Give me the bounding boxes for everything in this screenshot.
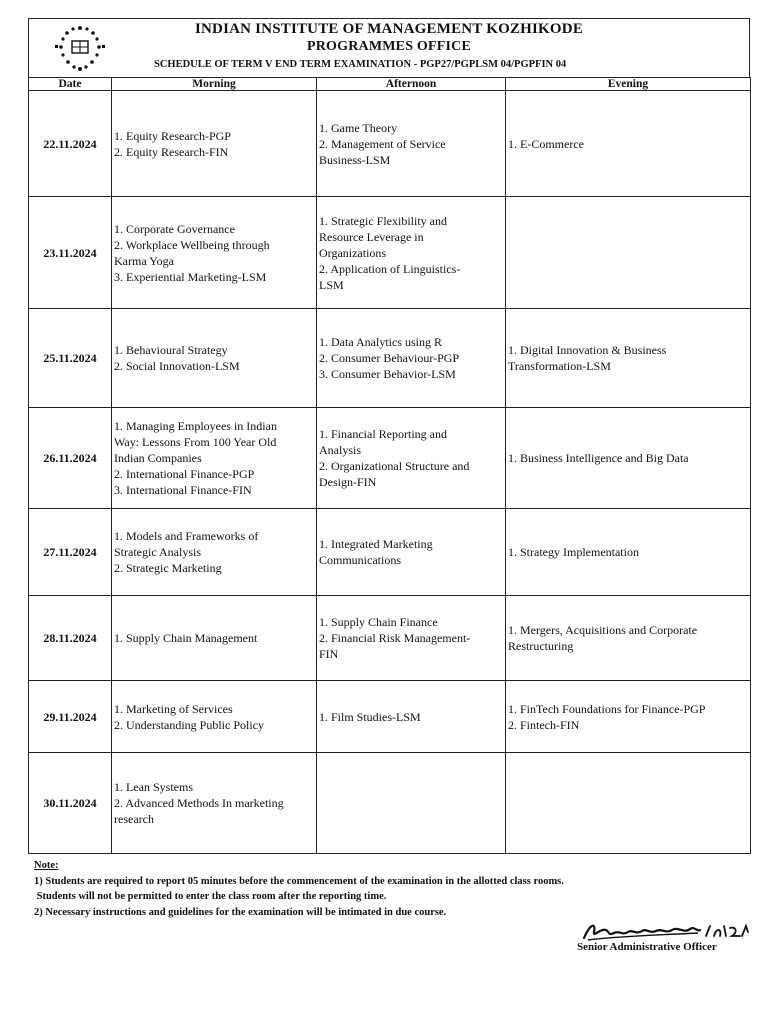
course-line: Analysis [319, 443, 361, 457]
course-line: Indian Companies [114, 451, 202, 465]
afternoon-cell [317, 753, 506, 854]
morning-cell [112, 309, 317, 408]
course-line: 2. Financial Risk Management- [319, 631, 471, 645]
morning-cell [112, 197, 317, 309]
afternoon-cell [317, 681, 506, 753]
course-line: 1. Supply Chain Management [114, 631, 258, 645]
note-section [34, 858, 564, 920]
course-line: 2. Understanding Public Policy [114, 717, 264, 732]
course-line: 1. Financial Reporting and [319, 427, 447, 441]
note-line: 1) Students are required to report 05 minutes before the commencement of the examination in the allotted class rooms. [34, 875, 564, 887]
exam-date: 27.11.2024 [29, 509, 112, 596]
morning-cell [112, 91, 317, 197]
course-line: 1. Business Intelligence and Big Data [508, 451, 689, 465]
course-line: 1. Behavioural Strategy [114, 343, 228, 357]
column-header-date: Date [29, 78, 112, 91]
course-line: LSM [319, 277, 344, 292]
course-line: 2. Organizational Structure and [319, 459, 470, 473]
course-line: Design-FIN [319, 475, 377, 489]
officer-designation: Senior Administrative Officer [577, 941, 717, 953]
course-line: 2. Workplace Wellbeing through [114, 237, 270, 252]
table-row [29, 681, 751, 753]
evening-cell [506, 509, 751, 596]
course-line: 1. Equity Research-PGP [114, 128, 231, 143]
course-line: 1. Game Theory [319, 120, 398, 135]
exam-schedule-table [28, 77, 751, 854]
morning-cell [112, 681, 317, 753]
course-line: 3. Experiential Marketing-LSM [114, 269, 267, 284]
course-line: Restructuring [508, 639, 574, 653]
evening-cell [506, 681, 751, 753]
note-line: 2) Necessary instructions and guidelines for the examination will be intimated in due course. [34, 906, 447, 918]
course-line: Communications [319, 553, 401, 567]
course-line: Transformation-LSM [508, 359, 611, 373]
course-line: 2. Fintech-FIN [508, 717, 580, 732]
afternoon-cell [317, 309, 506, 408]
afternoon-cell [317, 596, 506, 681]
table-row [29, 596, 751, 681]
table-body [29, 91, 751, 854]
exam-date: 30.11.2024 [29, 753, 112, 854]
course-line: 1. Integrated Marketing [319, 537, 433, 551]
course-line: FIN [319, 647, 339, 661]
morning-cell [112, 753, 317, 854]
table-header-row [29, 78, 751, 91]
evening-cell [506, 753, 751, 854]
morning-cell [112, 509, 317, 596]
course-line: 2. Social Innovation-LSM [114, 359, 240, 373]
schedule-title: SCHEDULE OF TERM V END TERM EXAMINATION - PGP27/PGPLSM 04/PGPFIN 04 [154, 59, 567, 70]
column-header-morning: Morning [112, 78, 317, 91]
course-line: 1. FinTech Foundations for Finance-PGP [508, 701, 706, 716]
exam-date: 29.11.2024 [29, 681, 112, 753]
schedule-sheet [28, 18, 750, 854]
course-line: 1. E-Commerce [508, 136, 584, 151]
note-title: Note: [34, 860, 59, 871]
institute-name: INDIAN INSTITUTE OF MANAGEMENT KOZHIKODE [194, 21, 584, 37]
afternoon-cell [317, 91, 506, 197]
course-line: 2. Advanced Methods In marketing [114, 796, 284, 810]
course-line: Way: Lessons From 100 Year Old [114, 435, 277, 449]
table-row [29, 91, 751, 197]
course-line: 1. Corporate Governance [114, 221, 235, 236]
course-line: Strategic Analysis [114, 545, 201, 559]
exam-date: 26.11.2024 [29, 408, 112, 509]
table-row [29, 509, 751, 596]
course-line: Organizations [319, 245, 387, 260]
course-line: 3. International Finance-FIN [114, 483, 252, 497]
course-line: 2. International Finance-PGP [114, 467, 255, 481]
table-row [29, 309, 751, 408]
course-line: 2. Equity Research-FIN [114, 144, 229, 159]
table-row [29, 197, 751, 309]
afternoon-cell [317, 509, 506, 596]
afternoon-cell [317, 408, 506, 509]
course-line: 1. Data Analytics using R [319, 335, 442, 349]
exam-date: 22.11.2024 [29, 91, 112, 197]
afternoon-cell [317, 197, 506, 309]
course-line: 1. Managing Employees in Indian [114, 419, 277, 433]
course-line: 1. Mergers, Acquisitions and Corporate [508, 623, 698, 637]
course-line: Resource Leverage in [319, 229, 424, 244]
evening-cell [506, 91, 751, 197]
course-line: research [114, 812, 154, 826]
course-line: 1. Marketing of Services [114, 701, 233, 716]
course-line: 2. Consumer Behaviour-PGP [319, 351, 460, 365]
table-row [29, 753, 751, 854]
note-line: Students will not be permitted to enter the class room after the reporting time. [34, 891, 387, 902]
evening-cell [506, 197, 751, 309]
column-header-afternoon: Afternoon [317, 78, 506, 91]
document-header [28, 18, 750, 77]
course-line: 3. Consumer Behavior-LSM [319, 367, 456, 381]
exam-date: 25.11.2024 [29, 309, 112, 408]
course-line: 2. Application of Linguistics- [319, 261, 461, 276]
course-line: 1. Strategic Flexibility and [319, 213, 447, 228]
course-line: 1. Film Studies-LSM [319, 709, 421, 724]
course-line: 1. Lean Systems [114, 780, 193, 794]
evening-cell [506, 309, 751, 408]
evening-cell [506, 408, 751, 509]
course-line: 1. Models and Frameworks of [114, 529, 259, 543]
morning-cell [112, 596, 317, 681]
course-line: 2. Management of Service [319, 136, 446, 151]
office-name: PROGRAMMES OFFICE [306, 39, 471, 54]
course-line: 1. Digital Innovation & Business [508, 343, 667, 357]
column-header-evening: Evening [506, 78, 751, 91]
evening-cell [506, 596, 751, 681]
course-line: 1. Strategy Implementation [508, 545, 639, 559]
table-row [29, 408, 751, 509]
course-line: Karma Yoga [114, 253, 174, 268]
exam-date: 28.11.2024 [29, 596, 112, 681]
course-line: Business-LSM [319, 152, 391, 167]
exam-date: 23.11.2024 [29, 197, 112, 309]
course-line: 2. Strategic Marketing [114, 561, 222, 575]
course-line: 1. Supply Chain Finance [319, 615, 438, 629]
morning-cell [112, 408, 317, 509]
